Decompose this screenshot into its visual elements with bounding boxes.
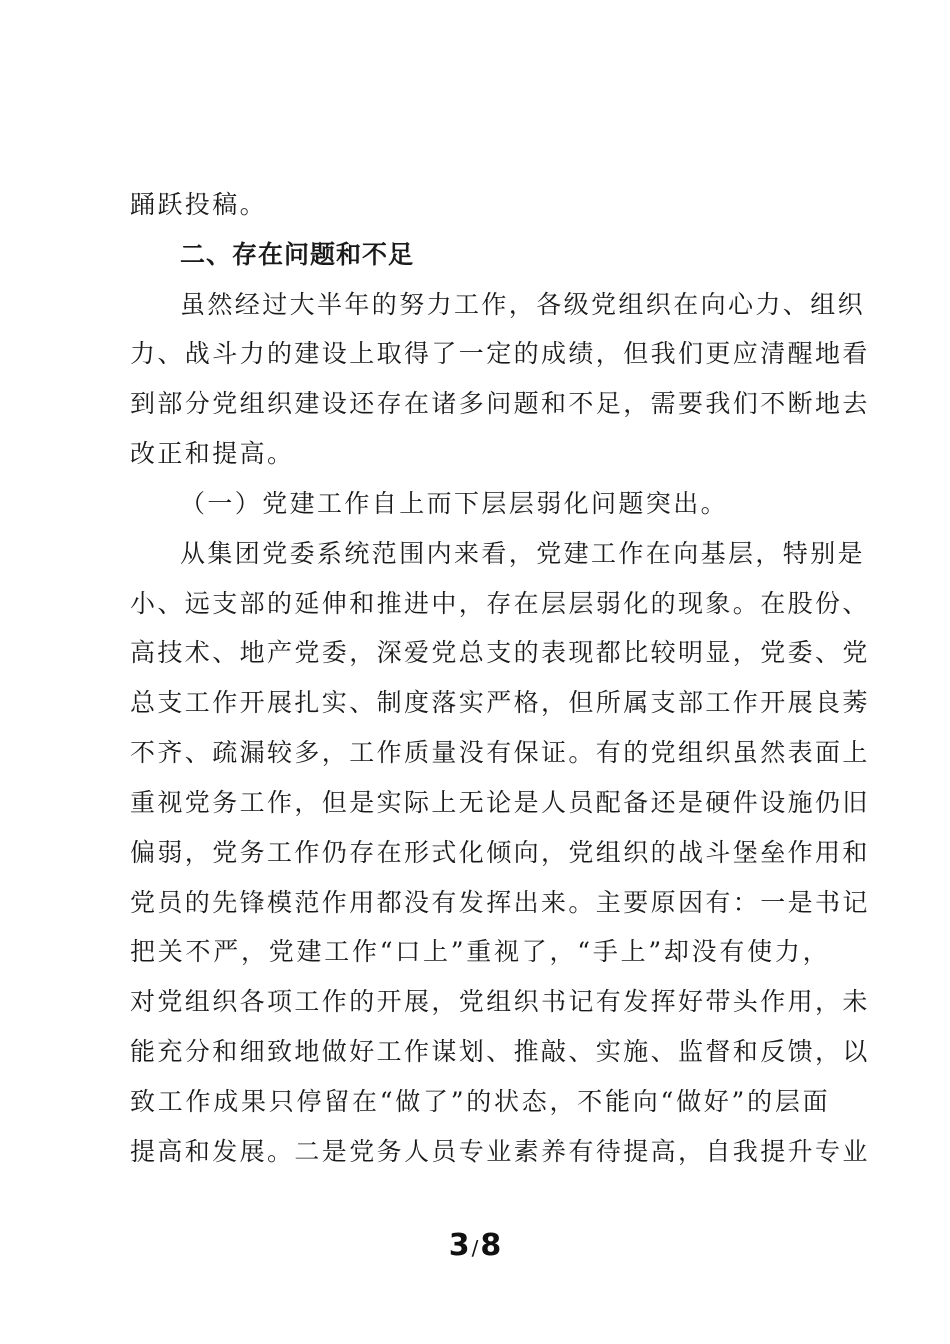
subsection-heading: （一）党建工作自上而下层层弱化问题突出。 [180, 489, 729, 518]
paragraph-line: 把关不严，党建工作“口上”重视了，“手上”却没有使力， [130, 937, 830, 966]
paragraph-line: 力、战斗力的建设上取得了一定的成绩，但我们更应清醒地看 [130, 339, 870, 368]
body-text-line: 踊跃投稿。 [130, 190, 268, 219]
page-number [0, 1228, 950, 1266]
paragraph-line: 改正和提高。 [130, 439, 295, 468]
paragraph-line: 重视党务工作，但是实际上无论是人员配备还是硬件设施仍旧 [130, 788, 870, 817]
paragraph-line: 提高和发展。二是党务人员专业素养有待提高，自我提升专业 [130, 1137, 870, 1166]
total-pages-number: 8 [480, 1228, 502, 1263]
paragraph-line: 到部分党组织建设还存在诸多问题和不足，需要我们不断地去 [130, 389, 870, 418]
paragraph-line: 党员的先锋模范作用都没有发挥出来。主要原因有：一是书记 [130, 888, 870, 917]
paragraph-line: 偏弱，党务工作仍存在形式化倾向，党组织的战斗堡垒作用和 [130, 838, 870, 867]
paragraph-line: 高技术、地产党委，深爱党总支的表现都比较明显，党委、党 [130, 638, 870, 667]
paragraph-line: 致工作成果只停留在“做了”的状态，不能向“做好”的层面 [130, 1087, 830, 1116]
paragraph-line: 对党组织各项工作的开展，党组织书记有发挥好带头作用，未 [130, 987, 870, 1016]
paragraph-line: 小、远支部的延伸和推进中，存在层层弱化的现象。在股份、 [130, 589, 870, 618]
paragraph-line: 从集团党委系统范围内来看，党建工作在向基层，特别是 [180, 539, 866, 568]
paragraph-line: 虽然经过大半年的努力工作，各级党组织在向心力、组织 [180, 290, 866, 319]
current-page-number: 3 [448, 1228, 470, 1263]
page-separator: / [471, 1236, 479, 1260]
paragraph-line: 不齐、疏漏较多，工作质量没有保证。有的党组织虽然表面上 [130, 738, 870, 767]
section-heading: 二、存在问题和不足 [180, 240, 415, 269]
paragraph-line: 能充分和细致地做好工作谋划、推敲、实施、监督和反馈，以 [130, 1037, 870, 1066]
paragraph-line: 总支工作开展扎实、制度落实严格，但所属支部工作开展良莠 [130, 688, 870, 717]
